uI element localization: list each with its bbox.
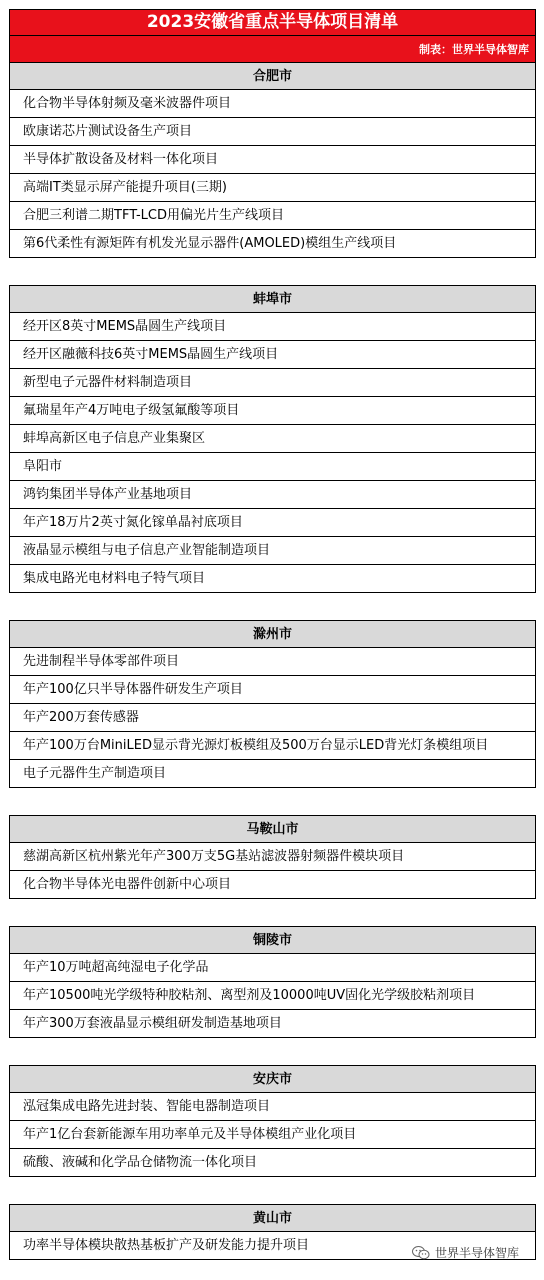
city-section [9, 1065, 536, 1177]
city-header: 合肥市 [10, 63, 535, 90]
project-row: 功率半导体模块散热基板扩产及研发能力提升项目 [23, 1238, 310, 1253]
sections-container [9, 63, 536, 1260]
city-section [9, 620, 536, 788]
project-row: 蚌埠高新区电子信息产业集聚区 [10, 425, 535, 453]
project-row: 硫酸、液碱和化学品仓储物流一体化项目 [23, 1155, 258, 1170]
city-section [9, 285, 536, 593]
project-row: 经开区融薇科技6英寸MEMS晶圆生产线项目 [10, 341, 535, 369]
city-header: 蚌埠市 [10, 286, 535, 313]
city-section [9, 63, 536, 258]
project-list-table [9, 9, 536, 1260]
project-row: 年产1亿台套新能源车用功率单元及半导体模组产业化项目 [10, 1121, 535, 1149]
project-row: 欧康诺芯片测试设备生产项目 [10, 118, 535, 146]
city-header: 铜陵市 [10, 927, 535, 954]
project-row: 液晶显示模组与电子信息产业智能制造项目 [10, 537, 535, 565]
project-row: 高端IT类显示屏产能提升项目(三期) [10, 174, 535, 202]
project-row: 年产300万套液晶显示模组研发制造基地项目 [23, 1016, 282, 1031]
project-row: 泓冠集成电路先进封装、智能电器制造项目 [10, 1093, 535, 1121]
city-header: 马鞍山市 [10, 816, 535, 843]
project-row: 第6代柔性有源矩阵有机发光显示器件(AMOLED)模组生产线项目 [23, 236, 397, 251]
project-row: 氟瑞星年产4万吨电子级氢氟酸等项目 [10, 397, 535, 425]
project-row: 化合物半导体光电器件创新中心项目 [23, 877, 232, 892]
table-title: 2023安徽省重点半导体项目清单 [9, 9, 536, 36]
project-row: 经开区8英寸MEMS晶圆生产线项目 [10, 313, 535, 341]
wechat-icon [412, 1246, 430, 1260]
watermark-text: 世界半导体智库 [435, 1246, 520, 1260]
city-section [9, 815, 536, 899]
project-row: 半导体扩散设备及材料一体化项目 [10, 146, 535, 174]
project-row: 化合物半导体射频及毫米波器件项目 [10, 90, 535, 118]
project-row: 先进制程半导体零部件项目 [10, 648, 535, 676]
city-header: 黄山市 [10, 1205, 535, 1232]
project-row: 电子元器件生产制造项目 [23, 766, 167, 781]
city-header: 滁州市 [10, 621, 535, 648]
project-row: 阜阳市 [10, 453, 535, 481]
city-section [9, 926, 536, 1038]
city-header: 安庆市 [10, 1066, 535, 1093]
project-row: 年产100亿只半导体器件研发生产项目 [10, 676, 535, 704]
project-row: 年产100万台MiniLED显示背光源灯板模组及500万台显示LED背光灯条模组项目 [10, 732, 535, 760]
project-row: 合肥三利谱二期TFT-LCD用偏光片生产线项目 [10, 202, 535, 230]
project-row: 鸿钧集团半导体产业基地项目 [10, 481, 535, 509]
project-row: 集成电路光电材料电子特气项目 [23, 571, 206, 586]
project-row: 慈湖高新区杭州紫光年产300万支5G基站滤波器射频器件模块项目 [10, 843, 535, 871]
project-row: 年产10500吨光学级特种胶粘剂、离型剂及10000吨UV固化光学级胶粘剂项目 [10, 982, 535, 1010]
project-row: 年产18万片2英寸氮化镓单晶衬底项目 [10, 509, 535, 537]
project-row: 新型电子元器件材料制造项目 [10, 369, 535, 397]
project-row: 年产200万套传感器 [10, 704, 535, 732]
table-credit: 制表：世界半导体智库 [9, 36, 536, 63]
project-row: 年产10万吨超高纯湿电子化学品 [10, 954, 535, 982]
watermark [412, 1244, 519, 1261]
